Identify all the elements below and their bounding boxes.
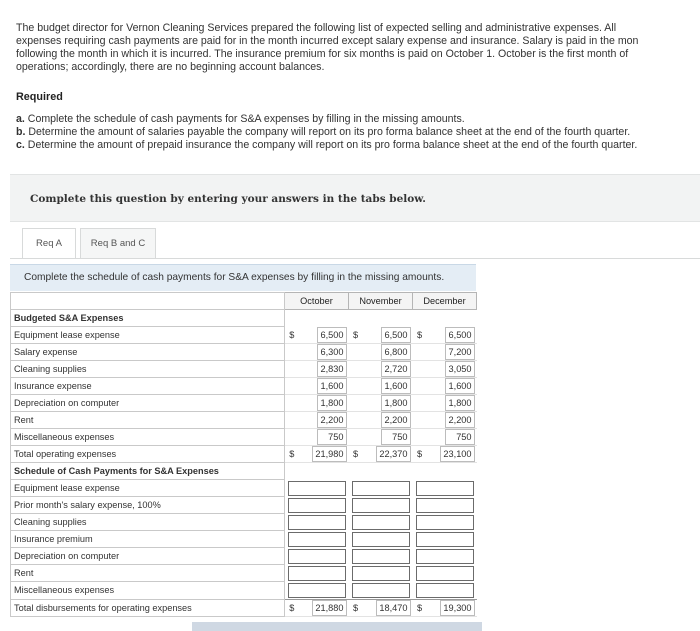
table-row: Cleaning supplies 2,830 2,720 3,050: [11, 361, 477, 378]
tab-req-a[interactable]: Req A: [22, 228, 76, 259]
amount-input[interactable]: [349, 548, 413, 565]
required-heading: Required: [16, 91, 63, 103]
amount-input[interactable]: [413, 480, 477, 497]
payment-row: Cleaning supplies: [11, 514, 477, 531]
amount-input[interactable]: [413, 582, 477, 600]
table-row: Miscellaneous expenses 750 750 750: [11, 429, 477, 446]
amount-input[interactable]: [413, 514, 477, 531]
schedule-table: [10, 292, 477, 617]
total-operating-row: Total operating expenses $ 21,980 $ 22,370 $ 23,100: [11, 446, 477, 463]
table-row: Depreciation on computer 1,800 1,800 1,800: [11, 395, 477, 412]
amount-input[interactable]: [285, 514, 349, 531]
amount-input[interactable]: [349, 514, 413, 531]
table-row: Equipment lease expense $ 6,500 $ 6,500 $ 6,500: [11, 327, 477, 344]
table-row: Rent 2,200 2,200 2,200: [11, 412, 477, 429]
amount-input[interactable]: [285, 531, 349, 548]
amount-input[interactable]: [349, 480, 413, 497]
amount-input[interactable]: [413, 565, 477, 582]
amount-input[interactable]: [349, 531, 413, 548]
section1-title: Budgeted S&A Expenses: [11, 310, 285, 327]
amount-input[interactable]: [285, 497, 349, 514]
payment-row: Rent: [11, 565, 477, 582]
intro-line: expenses requiring cash payments are paid for in the month incurred except salary expense and insurance. Salary is paid in the mon: [16, 35, 639, 47]
amount-input[interactable]: [349, 582, 413, 600]
amount-input[interactable]: [349, 497, 413, 514]
amount-input[interactable]: [413, 497, 477, 514]
table-row: Salary expense 6,300 6,800 7,200: [11, 344, 477, 361]
tab-req-b-and-c[interactable]: Req B and C: [80, 228, 156, 259]
amount-input[interactable]: [349, 565, 413, 582]
total-disbursements-row: Total disbursements for operating expenses $ 21,880 $ 18,470 $ 19,300: [11, 599, 477, 616]
instruction-banner: [10, 264, 476, 291]
required-item-b: b. Determine the amount of salaries payable the company will report on its pro forma balance sheet at the end of the fourth quarter.: [16, 126, 631, 138]
table-row: Insurance expense 1,600 1,600 1,600: [11, 378, 477, 395]
intro-line: following the month in which it is incurred. The insurance premium for six months is paid on October 1. October is the first month of: [16, 48, 629, 60]
col-november: November: [349, 293, 413, 310]
bottom-scroll-hint: [192, 622, 482, 631]
section2-title: Schedule of Cash Payments for S&A Expenses: [11, 463, 285, 480]
col-october: October: [285, 293, 349, 310]
amount-input[interactable]: [413, 548, 477, 565]
complete-prompt-box: [10, 174, 700, 222]
payment-row: Prior month's salary expense, 100%: [11, 497, 477, 514]
section-title-row: [11, 310, 477, 327]
required-item-c: c. Determine the amount of prepaid insurance the company will report on its pro forma balance sheet at the end of the fourth quarter.: [16, 139, 638, 151]
required-list: [16, 113, 700, 152]
payment-row: Insurance premium: [11, 531, 477, 548]
col-december: December: [413, 293, 477, 310]
payment-row: Equipment lease expense: [11, 480, 477, 497]
intro-line: The budget director for Vernon Cleaning Services prepared the following list of expected selling and administrative expenses. All: [16, 22, 617, 34]
header-row: [11, 293, 477, 310]
amount-input[interactable]: [285, 565, 349, 582]
payment-row: Miscellaneous expenses: [11, 582, 477, 600]
problem-intro: [16, 22, 700, 74]
complete-prompt: Complete this question by entering your answers in the tabs below.: [30, 193, 426, 205]
section-title-row: [11, 463, 477, 480]
amount-input[interactable]: [285, 582, 349, 600]
required-item-a: a. Complete the schedule of cash payments for S&A expenses by filling in the missing amounts.: [16, 113, 465, 125]
payment-row: Depreciation on computer: [11, 548, 477, 565]
instruction-text: Complete the schedule of cash payments for S&A expenses by filling in the missing amounts.: [24, 272, 445, 283]
intro-line: operations; accordingly, there are no beginning account balances.: [16, 61, 325, 73]
amount-input[interactable]: [413, 531, 477, 548]
amount-input[interactable]: [285, 548, 349, 565]
amount-input[interactable]: [285, 480, 349, 497]
tab-divider: [10, 258, 700, 259]
